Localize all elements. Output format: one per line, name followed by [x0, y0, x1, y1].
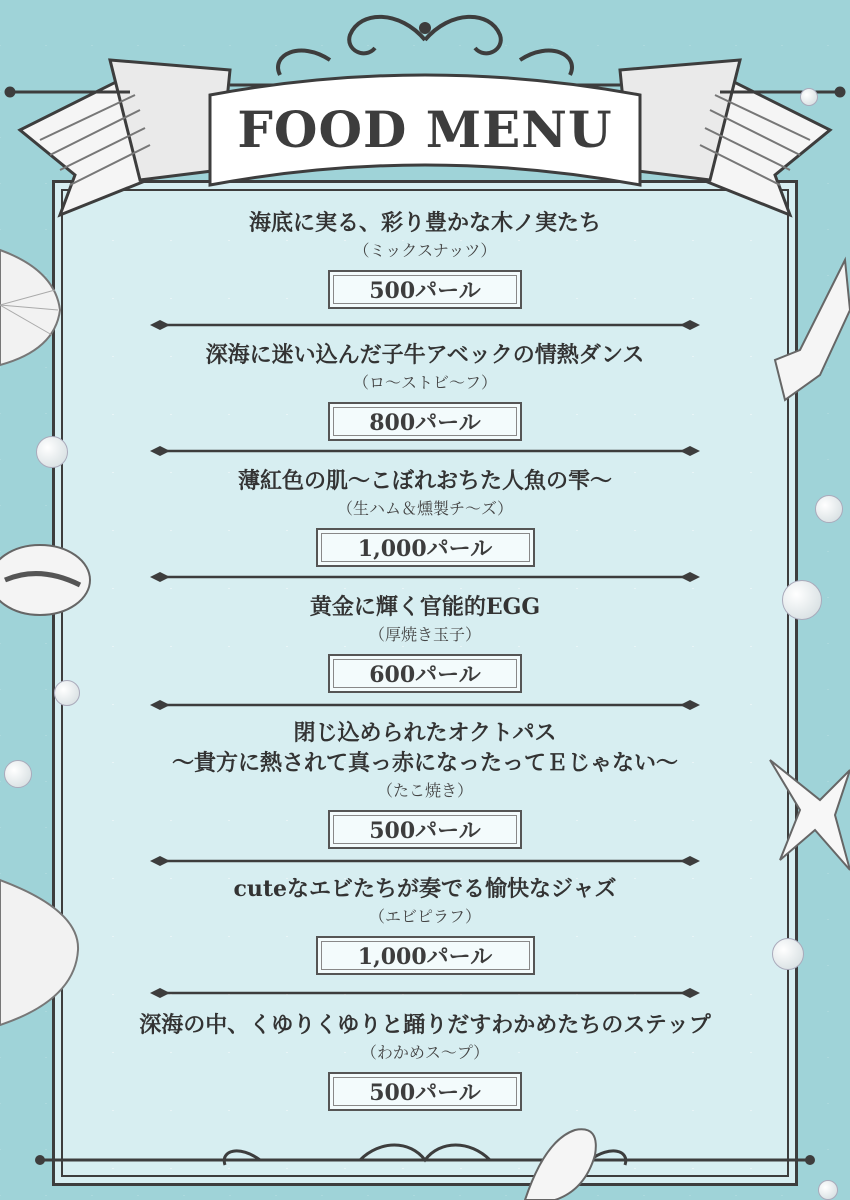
- pearl-icon: [54, 680, 80, 706]
- item-name: 薄紅色の肌～こぼれおちた人魚の雫～: [237, 468, 612, 494]
- item-price: 500パール: [369, 1080, 481, 1106]
- item-price: 1,000パール: [357, 944, 493, 970]
- item-price: 500パール: [369, 278, 481, 304]
- item-name: 海底に実る、彩り豊かな木ノ実たち: [248, 210, 601, 236]
- pearl-icon: [772, 938, 804, 970]
- item-description: （ロ～ストビ～フ）: [352, 373, 497, 392]
- menu-item: [0, 874, 850, 975]
- divider: [150, 318, 700, 332]
- scroll-ornament-bottom: [0, 1125, 850, 1200]
- item-name: 閉じ込められたオクトパス: [293, 720, 557, 746]
- item-price: 500パール: [369, 818, 481, 844]
- item-name: 深海に迷い込んだ子牛アベックの情熱ダンス: [205, 342, 645, 368]
- pearl-icon: [818, 1180, 838, 1200]
- pearl-icon: [4, 760, 32, 788]
- price-tag: [328, 270, 522, 309]
- price-tag: [328, 654, 522, 693]
- pearl-icon: [782, 580, 822, 620]
- price-tag: [316, 936, 535, 975]
- price-tag: [316, 528, 535, 567]
- item-name: 黄金に輝く官能的EGG: [309, 594, 541, 620]
- item-name: cuteなエビたちが奏でる愉快なジャズ: [233, 876, 617, 902]
- divider: [150, 986, 700, 1000]
- scallop-shell-icon: [0, 240, 70, 370]
- divider: [150, 698, 700, 712]
- scallop-shell-icon: [0, 870, 80, 1030]
- pearl-icon: [800, 88, 818, 106]
- item-name-line2: ～貴方に熱されて真っ赤になったってＥじゃない～: [171, 750, 678, 776]
- divider: [150, 444, 700, 458]
- menu-item: [0, 592, 850, 693]
- price-tag: [328, 1072, 522, 1111]
- item-description: （エビピラフ）: [368, 907, 481, 926]
- conch-shell-icon: [515, 1120, 615, 1200]
- pearl-icon: [815, 495, 843, 523]
- coral-branch-icon: [760, 250, 850, 410]
- item-description: （わかめス～プ）: [360, 1043, 490, 1062]
- menu-item: [0, 466, 850, 567]
- menu-item: [0, 1010, 850, 1111]
- item-name: 深海の中、くゆりくゆりと踊りだすわかめたちのステップ: [139, 1012, 711, 1038]
- menu-item: [0, 340, 850, 441]
- item-description: （生ハム＆燻製チ～ズ）: [336, 499, 513, 518]
- item-description: （ミックスナッツ）: [353, 241, 497, 260]
- item-price: 600パール: [369, 662, 481, 688]
- menu-item: [0, 208, 850, 309]
- price-tag: [328, 402, 522, 441]
- starfish-icon: [760, 740, 850, 880]
- price-tag: [328, 810, 522, 849]
- pearl-icon: [36, 436, 68, 468]
- divider: [150, 854, 700, 868]
- item-price: 800パール: [369, 410, 481, 436]
- divider: [150, 570, 700, 584]
- menu-item: [0, 718, 850, 849]
- item-price: 1,000パール: [357, 536, 493, 562]
- item-description: （たこ焼き）: [376, 781, 473, 800]
- item-description: （厚焼き玉子）: [368, 625, 481, 644]
- menu-title: FOOD MENU: [237, 100, 613, 159]
- cowrie-shell-icon: [0, 535, 95, 625]
